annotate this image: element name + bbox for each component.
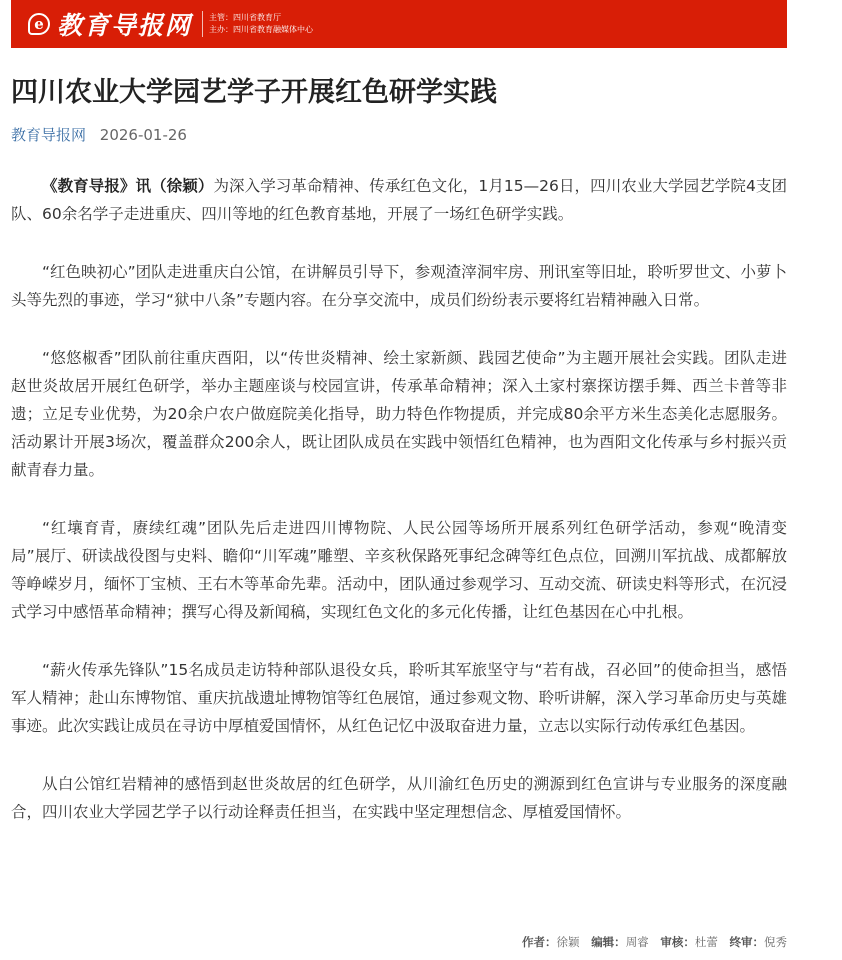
article-source-link[interactable]: 教育导报网 xyxy=(11,126,87,144)
site-logo-icon[interactable]: e xyxy=(28,13,50,35)
reviewer-name: 杜蕾 xyxy=(694,935,718,949)
article-paragraph: “红壤育青，赓续红魂”团队先后走进四川博物院、人民公园等场所开展系列红色研学活动，参观“晚清变局”展厅、研读战役图与史料、瞻仰“川军魂”雕塑、辛亥秋保路死事纪念碑等红色点位，回溯川军抗战、成都解放等峥嵘岁月，缅怀丁宝桢、王右木等革命先辈。活动中，团队通过参观学习、互动交流、研读史料等形式，在沉浸式学习中感悟革命精神；撰写心得及新闻稿，实现红色文化的多元化传播，让红色基因在心中扎根。 xyxy=(11,519,787,621)
header-sponsor: 主管：四川省教育厅 xyxy=(209,13,282,22)
reviewer-label: 审核： xyxy=(660,935,695,949)
article-credits xyxy=(522,934,787,950)
editor-name: 周睿 xyxy=(625,935,649,949)
article-date: 2026-01-26 xyxy=(99,126,187,144)
final-reviewer-name: 倪秀 xyxy=(764,935,787,949)
article-title: 四川农业大学园艺学子开展红色研学实践 xyxy=(11,77,497,108)
article-paragraph: “悠悠椒香”团队前往重庆酉阳，以“传世炎精神、绘土家新颜、践园艺使命”为主题开展社会实践。团队走进赵世炎故居开展红色研学，举办主题座谈与校园宣讲，传承革命精神；深入土家村寨探访摆手舞、西兰卡普等非遗；立足专业优势，为20余户农户做庭院美化指导，助力特色作物提质，并完成80余平方米生态美化志愿服务。活动累计开展3场次，覆盖群众200余人，既让团队成员在实践中领悟红色精神，也为酉阳文化传承与乡村振兴贡献青春力量。 xyxy=(11,349,787,479)
header-divider xyxy=(202,11,203,37)
article-paragraph-text: 为深入学习革命精神、传承红色文化，1月15—26日，四川农业大学园艺学院4支团队、60余名学子走进重庆、四川等地的红色教育基地，开展了一场红色研学实践。 xyxy=(11,177,787,223)
article-paragraph xyxy=(11,172,787,228)
site-header-banner xyxy=(11,0,787,48)
header-host: 主办：四川省教育融媒体中心 xyxy=(209,25,314,34)
article-paragraph: “薪火传承先锋队”15名成员走访特种部队退役女兵，聆听其军旅坚守与“若有战，召必回”的使命担当，感悟军人精神；赴山东博物馆、重庆抗战遗址博物馆等红色展馆，通过参观文物、聆听讲解，深入学习革命历史与英雄事迹。此次实践让成员在寻访中厚植爱国情怀，从红色记忆中汲取奋进力量，立志以实际行动传承红色基因。 xyxy=(11,661,787,735)
article-body xyxy=(11,172,787,856)
article-paragraph: “红色映初心”团队走进重庆白公馆，在讲解员引导下，参观渣滓洞牢房、刑讯室等旧址，聆听罗世文、小萝卜头等先烈的事迹，学习“狱中八条”专题内容。在分享交流中，成员们纷纷表示要将红岩精神融入日常。 xyxy=(11,263,787,309)
article-lead: 《教育导报》讯（徐颖） xyxy=(42,177,214,195)
author-label: 作者： xyxy=(522,935,557,949)
site-logo-text[interactable]: 教育导报网 xyxy=(57,11,193,40)
header-sponsor-info xyxy=(209,12,313,36)
author-name: 徐颖 xyxy=(556,935,580,949)
article-meta xyxy=(11,124,187,145)
article-paragraph: 从白公馆红岩精神的感悟到赵世炎故居的红色研学，从川渝红色历史的溯源到红色宣讲与专业服务的深度融合，四川农业大学园艺学子以行动诠释责任担当，在实践中坚定理想信念、厚植爱国情怀。 xyxy=(11,775,787,821)
final-reviewer-label: 终审： xyxy=(729,935,764,949)
editor-label: 编辑： xyxy=(591,935,626,949)
